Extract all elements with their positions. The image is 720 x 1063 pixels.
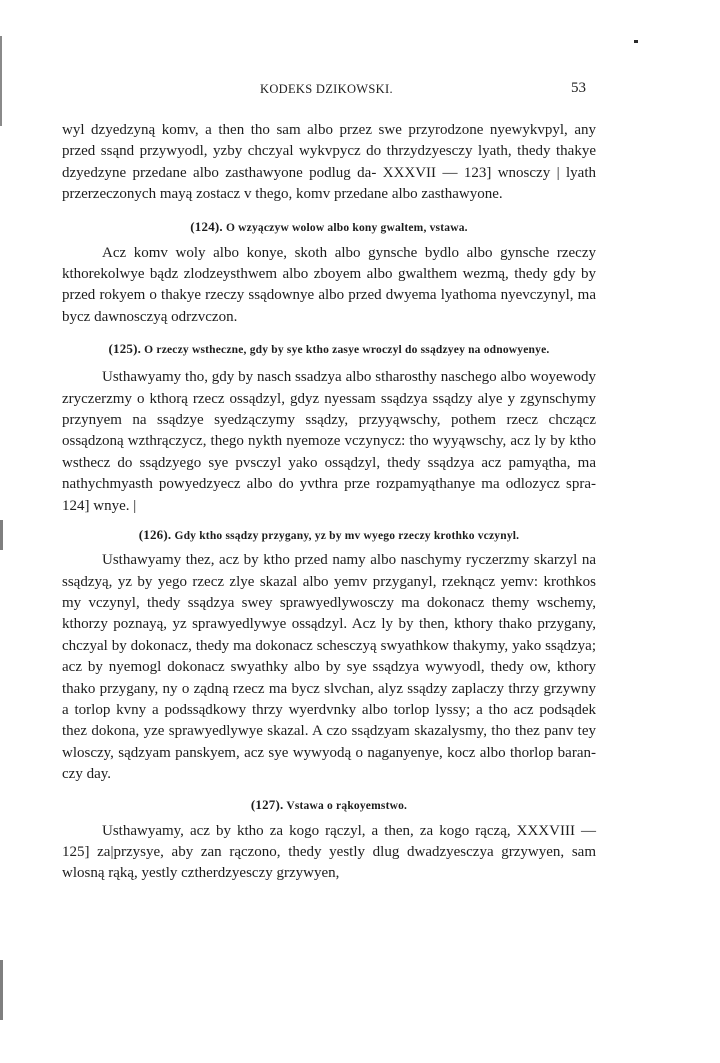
section-title: Gdy ktho ssądzy przygany, yz by mv wyego rzeczy krothko vczynyl.	[174, 530, 520, 543]
scan-edge-mark	[0, 520, 3, 550]
scan-edge-mark	[0, 960, 3, 1020]
section-heading-127	[62, 797, 596, 814]
paragraph-126: Usthawyamy thez, acz by ktho przed namy albo naschymy ryczerzmy skarzyl na ssądzyą, yz by yego rzecz zlye skazal albo yemv przyganyl, rzeknącz yemv: krothkos my vczynyl, thedy ssądzya swey sprawyedlywosczy ma dokonacz themy wschemy, kthorzy poznayą, yz sprawyedlywye ossądzyl. Acz ly by then, kthory thako przygany, chczyal by dokonacz, thedy ma dokonacz schesczyą swyathkow thakymy, yako ssądzya; acz by nyemogl dokonacz swyathky albo by sye ssądzya wywyodl, thedy ow, kthory thako przygany, ny o ządną rzecz ma bycz slvchan, alyz ssądzy zaplaczy thrzy grzywny a torlop kvny a podssądkowy thrzy wyerdvnky albo torlop lyssy; a tho acz podsądek thez dokona, yze sprawyedlywye skazal. A czo ssądzyam skazalysmy, tho thez panv tey wlosczy, sądzyam panskyem, acz sye wywyodą o naganyenye, kocz albo thorlop baran- czy day.	[62, 552, 596, 783]
section-number: (124).	[190, 218, 223, 234]
section-heading-124	[62, 219, 596, 236]
paragraph-continuation: wyl dzyedzyną komv, a then tho sam albo przez swe przyrodzone nyewykvpyl, any przed ssąnd przywyodl, yzby chczyal wykvpycz do thrzydzyesczy lyath, thedy thakye dzyedzyne przedane albo zasthawyone podlug da- XXXVII — 123] wnosczy | lyath przerzeczonych mayą zostacz v thego, komv przedane albo zasthawyone.	[62, 122, 596, 203]
section-heading-126	[62, 527, 596, 544]
scan-edge-mark	[0, 36, 2, 126]
page-number: 53	[571, 80, 586, 96]
section-title: O wzyączyw wolow albo kony gwaltem, vstawa.	[225, 221, 468, 234]
section-title: O rzeczy wstheczne, gdy by sye ktho zasye wroczyl do ssądzyey na odnowyenye.	[144, 344, 550, 357]
document-body	[62, 120, 596, 885]
paragraph-127: Usthawyamy, acz by ktho za kogo rączyl, a then, za kogo rączą, XXXVIII — 125] za|przysye, aby zan rączono, thedy yestly dlug dwadzyesczya grzywyen, sam wlosną rąką, yestly cztherdzyesczy grzywyen,	[62, 822, 596, 882]
scan-speck	[634, 40, 638, 43]
section-number: (125).	[108, 341, 142, 357]
running-title: KODEKS DZIKOWSKI.	[260, 82, 393, 96]
page-header	[60, 82, 590, 102]
section-number: (126).	[138, 527, 172, 543]
section-number: (127).	[250, 796, 284, 812]
section-heading-125	[62, 341, 596, 358]
paragraph-124: Acz komv woly albo konye, skoth albo gynsche bydlo albo gynsche rzeczy kthorekolwye bądz zlodzeysthwem albo zboyem albo gwalthem wezmą, thedy gdy by przed rokyem o thakye rzeczy ssądownye albo przed dwyema lyathoma nyevczynyl, ma bycz dawnosczyą odrzvczon.	[62, 244, 596, 325]
paragraph-125: Usthawyamy tho, gdy by nasch ssadzya albo stharosthy naschego albo woyewody zryczerzmy o kthorą rzecz ossądzyl, gdyz nyessam ssądzya ssądzy alye y zgynschymy przynyem na ssądzye syedzączymy ssądzy, przyyąwschy, pothem rzecz chcząсz ossądzoną wzthrączycz, thego nykth nyemoze vczynycz: tho wyyąwschy, acz ly by ktho wsthecz do ssądzyego sye pvsczyl yako ossądzyl, thedy ssądzya acz pamyątha, ma nathychmyasth powyedzyecz albo do yvthra prze rozpamyąthanye ma odlozycz spra- 124] wnye. |	[62, 369, 596, 514]
section-title: Vstawa o rąkoyemstwo.	[286, 799, 408, 812]
